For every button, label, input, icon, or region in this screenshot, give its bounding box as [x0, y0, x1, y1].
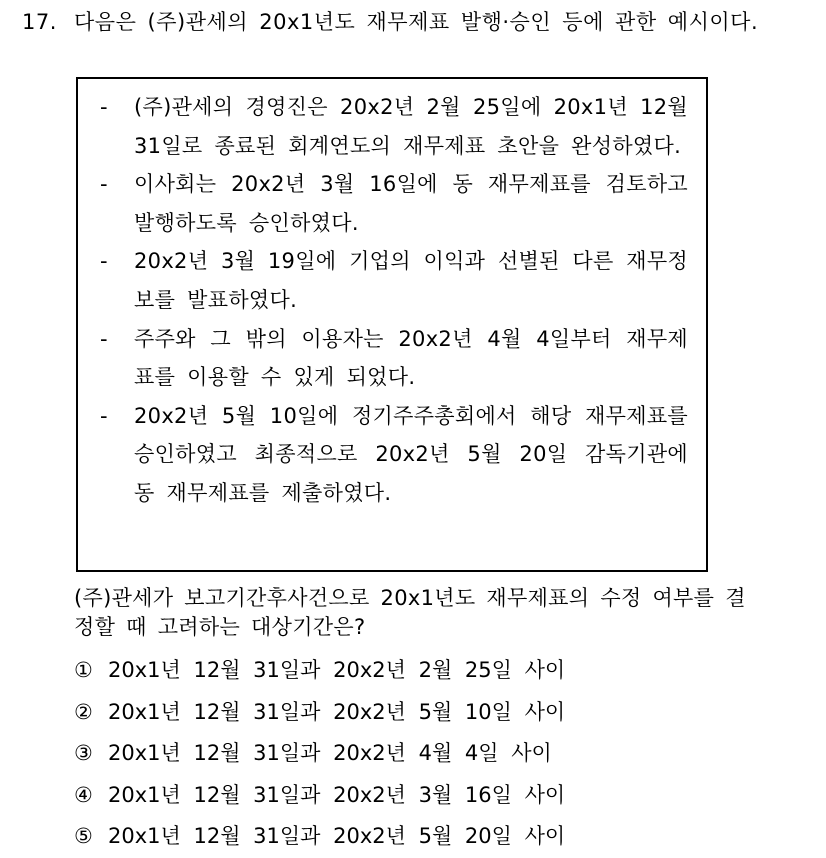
example-item [100, 242, 688, 319]
choice-text: 20x1년 12월 31일과 20x2년 3월 16일 사이 [108, 782, 566, 807]
choice-marker: ⑤ [74, 824, 93, 848]
item-bullet: - [100, 403, 108, 428]
choice-text: 20x1년 12월 31일과 20x2년 2월 25일 사이 [108, 658, 566, 682]
item-bullet: - [100, 326, 108, 351]
example-item [100, 165, 688, 242]
example-item [100, 320, 688, 397]
answer-choice-5[interactable] [74, 816, 774, 858]
answer-choice-1[interactable] [74, 650, 774, 692]
choice-text: 20x1년 12월 31일과 20x2년 4월 4일 사이 [108, 741, 552, 765]
example-item [100, 397, 688, 513]
item-text: 이사회는 20x2년 3월 16일에 동 재무제표를 검토하고 발행하도록 승인하였다. [134, 172, 688, 235]
choice-marker: ① [74, 658, 93, 682]
question-header [22, 8, 812, 37]
follow-up-question: (주)관세가 보고기간후사건으로 20x1년도 재무제표의 수정 여부를 결정할 때 고려하는 대상기간은? [74, 586, 746, 639]
choice-text: 20x1년 12월 31일과 20x2년 5월 10일 사이 [108, 699, 566, 724]
choice-marker: ② [74, 699, 93, 724]
answer-choice-3[interactable] [74, 733, 774, 775]
item-bullet: - [100, 172, 108, 197]
answer-choice-2[interactable] [74, 692, 774, 734]
item-text: 20x2년 3월 19일에 기업의 이익과 선별된 다른 재무정보를 발표하였다. [134, 249, 688, 312]
choice-marker: ④ [74, 782, 93, 807]
question-block [22, 8, 812, 37]
item-bullet: - [100, 95, 108, 119]
answer-choices [74, 650, 774, 858]
question-number: 17. [22, 10, 57, 34]
item-text: 주주와 그 밖의 이용자는 20x2년 4월 4일부터 재무제표를 이용할 수 있게 되었다. [134, 326, 688, 390]
question-stem: 다음은 (주)관세의 20x1년도 재무제표 발행·승인 등에 관한 예시이다. [74, 10, 759, 34]
item-bullet: - [100, 249, 108, 274]
choice-text: 20x1년 12월 31일과 20x2년 5월 20일 사이 [108, 824, 566, 848]
choice-marker: ③ [74, 741, 93, 765]
item-text: (주)관세의 경영진은 20x2년 2월 25일에 20x1년 12월 31일로 종료된 회계연도의 재무제표 초안을 완성하였다. [134, 95, 688, 158]
example-box [76, 77, 708, 572]
example-item [100, 88, 688, 165]
answer-choice-4[interactable] [74, 775, 774, 817]
item-text: 20x2년 5월 10일에 정기주주총회에서 해당 재무제표를 승인하였고 최종적으로 20x2년 5월 20일 감독기관에 동 재무제표를 제출하였다. [134, 403, 688, 505]
